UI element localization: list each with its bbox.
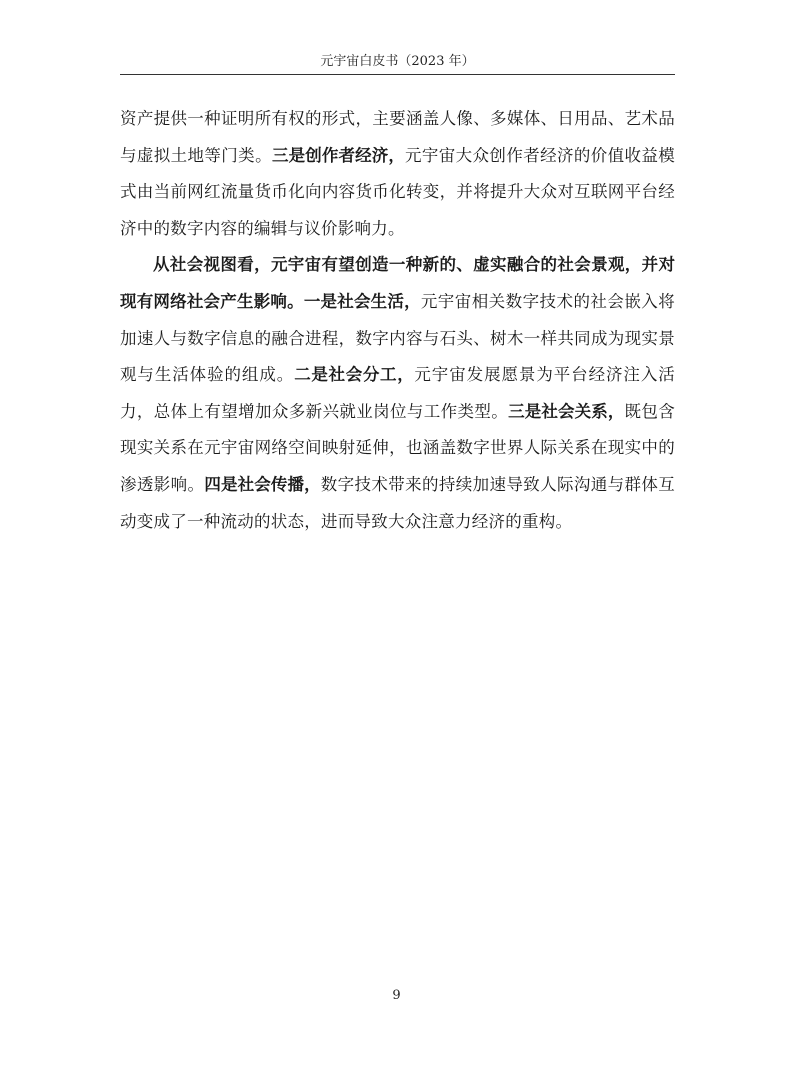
page-number: 9	[392, 988, 401, 1003]
bold-heading-social-communication: 四是社会传播，	[204, 474, 321, 494]
text-segment: 既包含现实关系在元宇宙网络空间映射延伸，也涵盖数字世界人际关系在现实中的渗透影响。	[120, 401, 675, 494]
text-segment: 元宇宙发展愿景为平台经济注入活力，总体上有望增加众多新兴就业岗位与工作类型。	[120, 365, 676, 421]
document-body	[120, 101, 675, 540]
header-title: 元宇宙白皮书（2023 年）	[320, 54, 475, 69]
text-segment: 元宇宙大众创作者经济的价值收益模式由当前网红流量货币化向内容货币化转变，并将提升大众对互联网平台经济中的数字内容的编辑与议价影响力。	[120, 145, 676, 238]
text-segment: 元宇宙相关数字技术的社会嵌入将加速人与数字信息的融合进程，数字内容与石头、树木一样共同成为现实景观与生活体验的组成。	[120, 291, 676, 385]
bold-heading-social-relations: 三是社会关系，	[508, 401, 625, 421]
bold-lead-sentence: 从社会视图看，元宇宙有望创造一种新的、虚实融合的社会景观，并对现有网络社会产生影响。	[120, 255, 675, 311]
bold-heading-creator-economy: 三是创作者经济，	[271, 145, 406, 165]
paragraph-continuation	[120, 101, 675, 247]
bold-heading-social-life: 一是社会生活，	[303, 291, 421, 311]
bold-heading-division-of-labor: 二是社会分工，	[294, 365, 415, 385]
text-segment: 数字技术带来的持续加速导致人际沟通与群体互动变成了一种流动的状态，进而导致大众注意力经济的重构。	[120, 474, 675, 531]
text-segment: 资产提供一种证明所有权的形式，主要涵盖人像、多媒体、日用品、艺术品与虚拟土地等门类。	[120, 109, 675, 165]
page-header	[120, 52, 675, 75]
paragraph-social-view	[120, 247, 675, 540]
